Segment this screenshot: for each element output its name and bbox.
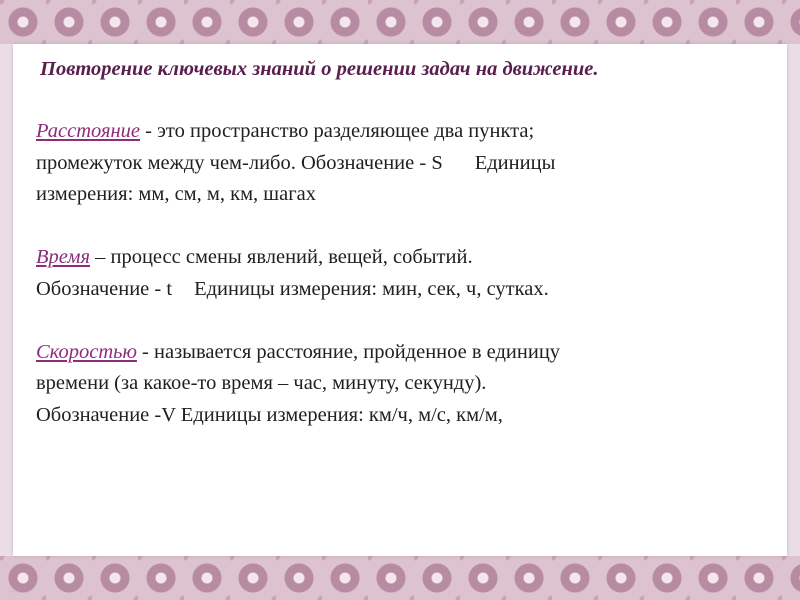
time-paragraph <box>36 242 771 305</box>
distance-definition: - это пространство разделяющее два пункта; <box>140 120 535 142</box>
speed-definition: - называется расстояние, пройденное в единицу <box>136 340 561 363</box>
time-notation: Обозначение - t <box>36 277 173 300</box>
time-definition: – процесс смены явлений, вещей, событий. <box>89 246 473 268</box>
speed-term: Скоростью <box>36 340 137 363</box>
slide-title: Повторение ключевых знаний о решении задач на движение. <box>40 58 599 80</box>
decorative-border-top <box>0 0 800 44</box>
slide-body <box>36 116 771 463</box>
speed-paragraph <box>36 337 771 432</box>
decorative-border-bottom <box>0 556 800 600</box>
time-term: Время <box>36 246 90 268</box>
slide-panel <box>13 44 787 556</box>
distance-units: измерения: мм, см, м, км, шагах <box>36 183 316 205</box>
watermark-signature: ~ <box>10 587 15 597</box>
distance-notation: промежуток между чем-либо. Обозначение - S <box>36 151 443 174</box>
distance-paragraph <box>36 116 771 211</box>
distance-term: Расстояние <box>36 120 141 142</box>
time-units: Единицы измерения: мин, сек, ч, сутках. <box>194 277 549 300</box>
speed-definition-cont: времени (за какое-то время – час, минуту, секунду). <box>36 372 487 394</box>
speed-units: Обозначение -V Единицы измерения: км/ч, м/с, км/м, <box>36 403 503 426</box>
distance-units-label: Единицы <box>474 151 556 174</box>
